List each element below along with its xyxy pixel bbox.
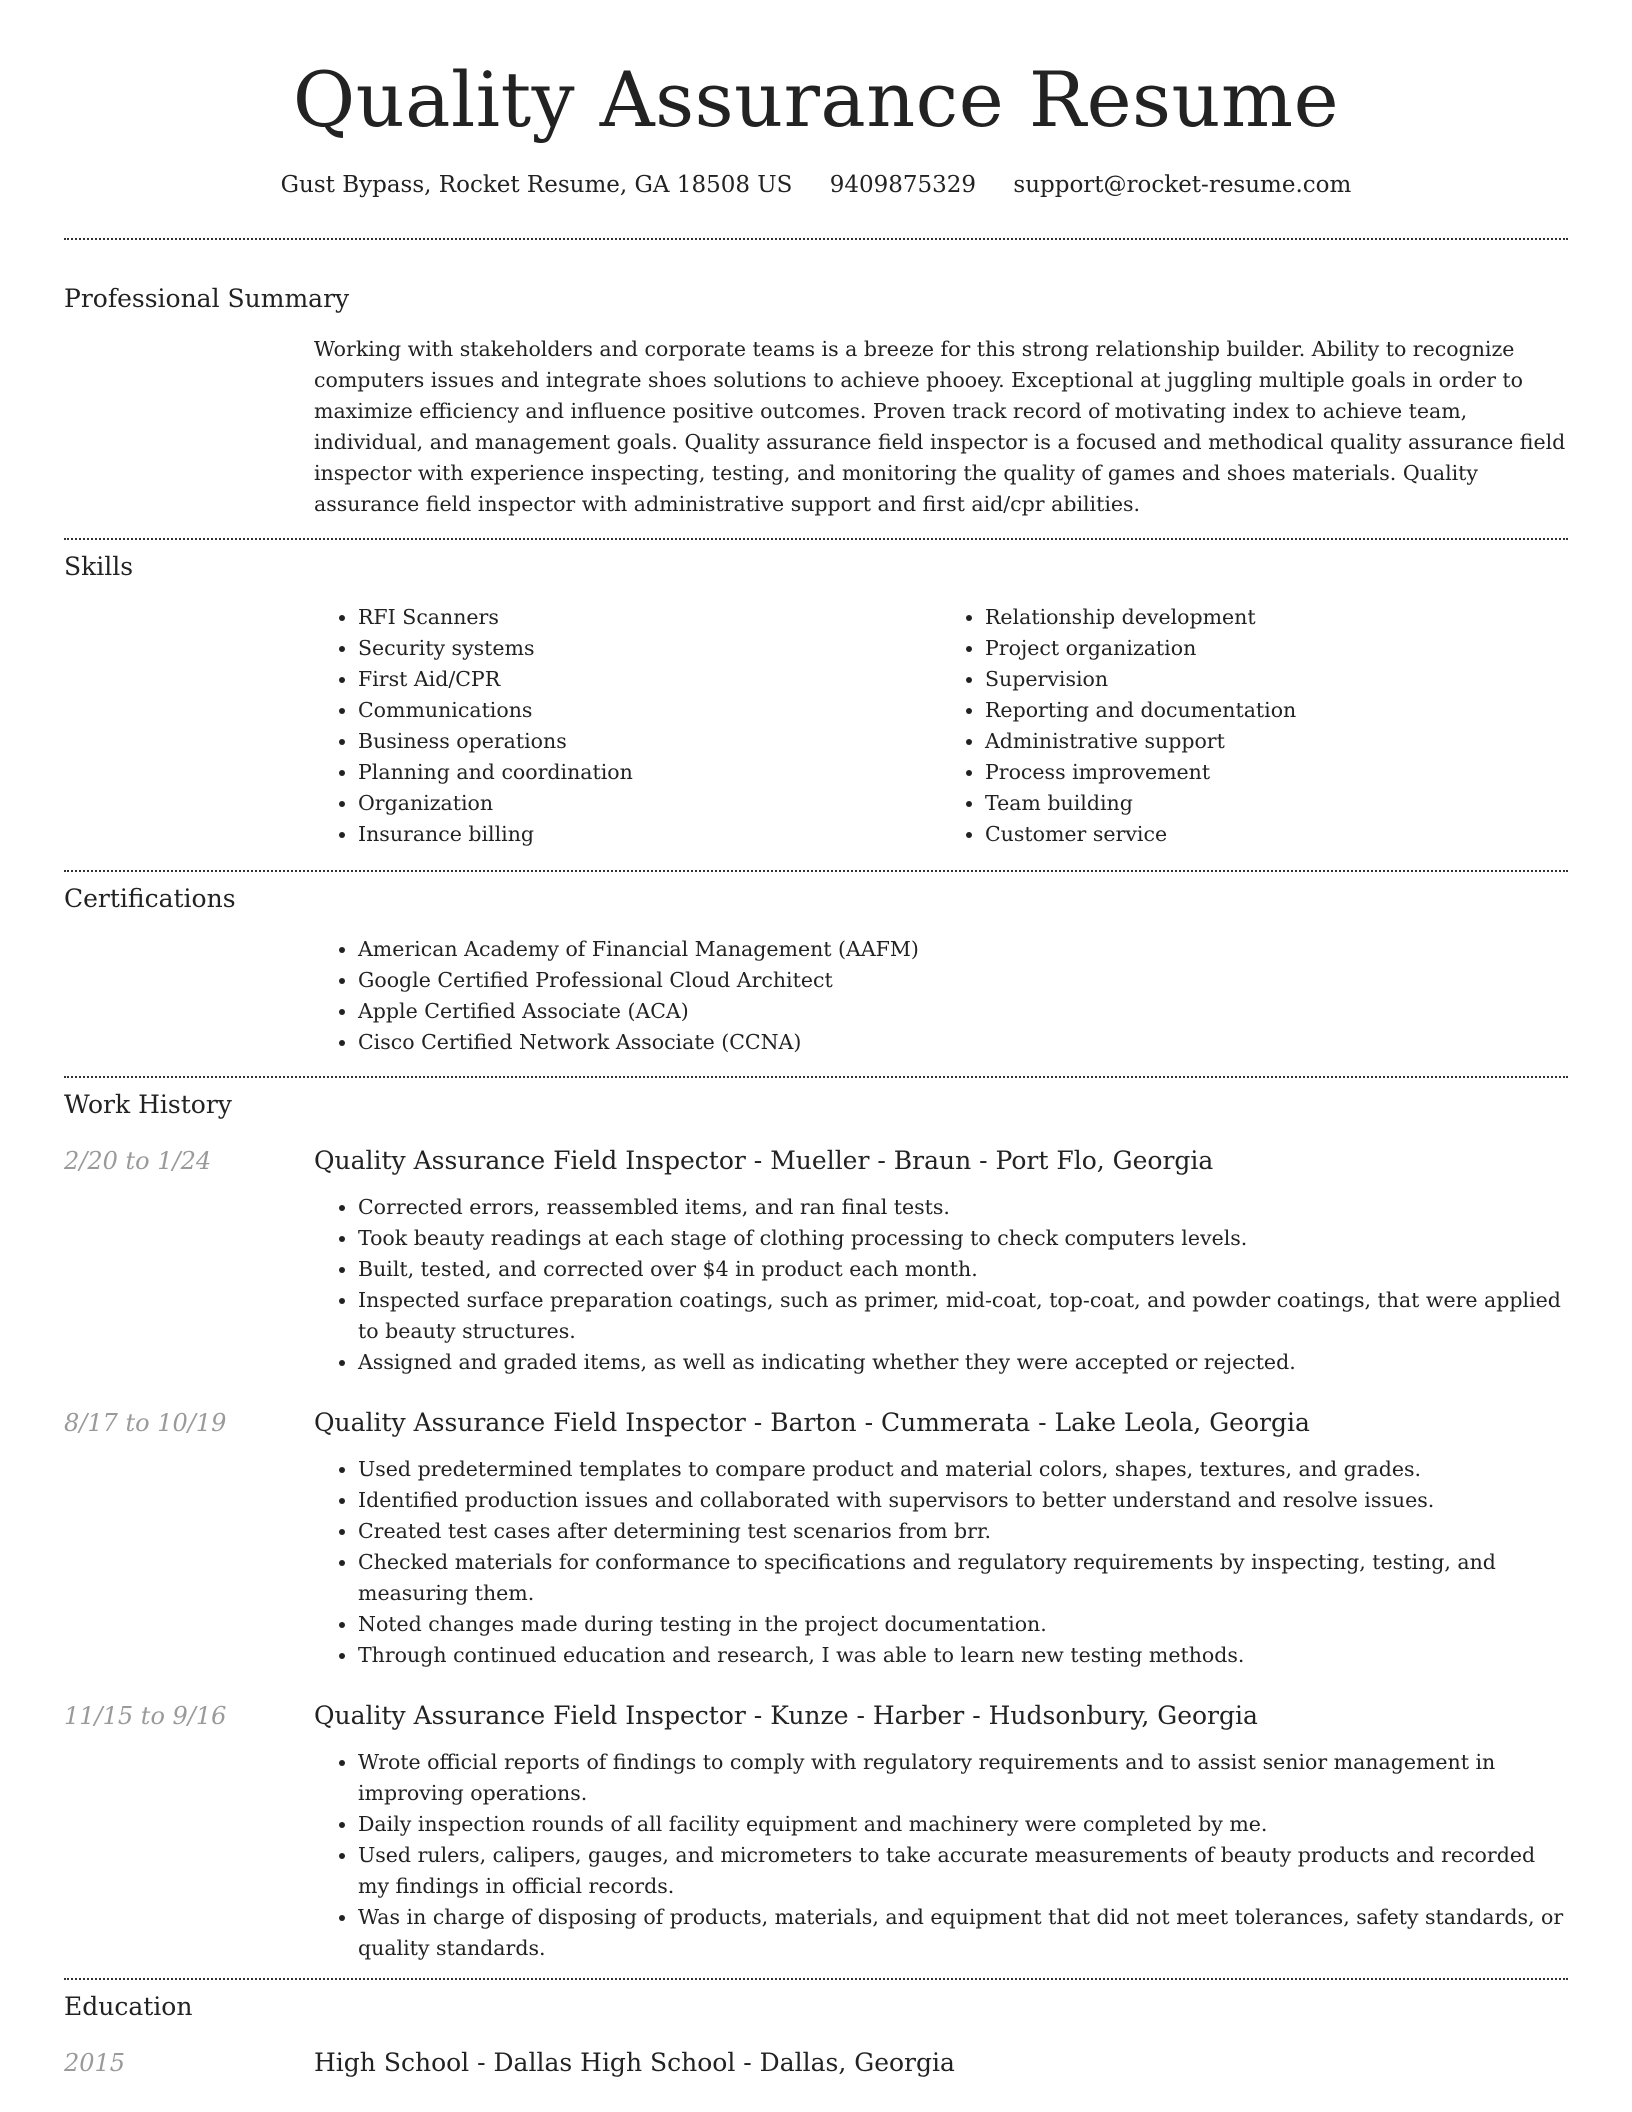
skill-item: • Project organization: [985, 633, 1568, 664]
contact-phone: 9409875329: [829, 172, 977, 198]
skill-item: • Customer service: [985, 819, 1568, 850]
job-bullets: [314, 1454, 1568, 1671]
job-bullet: • Created test cases after determining test scenarios from brr.: [358, 1516, 1568, 1547]
resume-title: Quality Assurance Resume: [292, 55, 1340, 144]
section-education: [64, 1990, 1568, 2080]
summary-heading: Professional Summary: [64, 284, 350, 313]
skill-item: • Administrative support: [985, 726, 1568, 757]
education-entry: [64, 2046, 1568, 2080]
job-bullet: • Wrote official reports of findings to comply with regulatory requirements and to assist senior management in improving operations.: [358, 1747, 1568, 1809]
job-title: Quality Assurance Field Inspector - Kunze - Harber - Hudsonbury, Georgia: [314, 1701, 1258, 1730]
skills-list-right: [941, 602, 1568, 850]
job-entry: [64, 1144, 1568, 1378]
certification-item: • American Academy of Financial Management (AAFM): [358, 934, 1568, 965]
job-bullet: • Used rulers, calipers, gauges, and micrometers to take accurate measurements of beauty products and recorded my findings in official records.: [358, 1840, 1568, 1902]
section-certifications: [64, 882, 1568, 1058]
skill-item: • Reporting and documentation: [985, 695, 1568, 726]
job-bullet: • Took beauty readings at each stage of clothing processing to check computers levels.: [358, 1223, 1568, 1254]
skill-item: • Organization: [358, 788, 941, 819]
job-bullet: • Inspected surface preparation coatings, such as primer, mid-coat, top-coat, and powder coatings, that were applied to beauty structures.: [358, 1285, 1568, 1347]
job-dates: 11/15 to 9/16: [64, 1702, 227, 1730]
job-bullet: • Built, tested, and corrected over $4 in product each month.: [358, 1254, 1568, 1285]
contact-email: support@rocket-resume.com: [1013, 172, 1352, 198]
job-title: Quality Assurance Field Inspector - Mueller - Braun - Port Flo, Georgia: [314, 1146, 1214, 1175]
skill-item: • Communications: [358, 695, 941, 726]
certification-item: • Apple Certified Associate (ACA): [358, 996, 1568, 1027]
skill-item: • Business operations: [358, 726, 941, 757]
job-main: [314, 1144, 1568, 1378]
job-main: [314, 1406, 1568, 1671]
contact-address: Gust Bypass, Rocket Resume, GA 18508 US: [280, 172, 793, 198]
section-summary: [64, 282, 1568, 520]
job-entry: [64, 1699, 1568, 1964]
skill-item: • Planning and coordination: [358, 757, 941, 788]
job-bullet: • Noted changes made during testing in the project documentation.: [358, 1609, 1568, 1640]
job-bullet: • Corrected errors, reassembled items, and ran final tests.: [358, 1192, 1568, 1223]
section-work-history: [64, 1088, 1568, 1964]
job-bullet: • Daily inspection rounds of all facility equipment and machinery were completed by me.: [358, 1809, 1568, 1840]
job-main: [314, 1699, 1568, 1964]
skill-item: • Process improvement: [985, 757, 1568, 788]
resume-page: [64, 0, 1568, 2080]
certification-item: • Cisco Certified Network Associate (CCNA): [358, 1027, 1568, 1058]
job-bullet: • Used predetermined templates to compare product and material colors, shapes, textures, and grades.: [358, 1454, 1568, 1485]
divider: [64, 1076, 1568, 1078]
divider: [64, 538, 1568, 540]
skill-item: • RFI Scanners: [358, 602, 941, 633]
certifications-heading: Certifications: [64, 884, 236, 913]
skill-item: • First Aid/CPR: [358, 664, 941, 695]
job-dates: 8/17 to 10/19: [64, 1409, 227, 1437]
job-bullet: • Assigned and graded items, as well as indicating whether they were accepted or rejected.: [358, 1347, 1568, 1378]
job-bullet: • Through continued education and research, I was able to learn new testing methods.: [358, 1640, 1568, 1671]
job-bullets: [314, 1747, 1568, 1964]
job-title: Quality Assurance Field Inspector - Barton - Cummerata - Lake Leola, Georgia: [314, 1408, 1310, 1437]
skills-list-left: [314, 602, 941, 850]
job-entry: [64, 1406, 1568, 1671]
divider: [64, 870, 1568, 872]
skills-heading: Skills: [64, 552, 134, 581]
skill-item: • Insurance billing: [358, 819, 941, 850]
contact-line: [64, 168, 1568, 202]
education-heading: Education: [64, 1992, 193, 2021]
job-dates: 2/20 to 1/24: [64, 1147, 212, 1175]
work-heading: Work History: [64, 1090, 232, 1119]
section-skills: [64, 550, 1568, 850]
divider: [64, 238, 1568, 240]
skill-item: • Relationship development: [985, 602, 1568, 633]
education-main: [314, 2046, 1568, 2080]
job-bullet: • Identified production issues and collaborated with supervisors to better understand and resolve issues.: [358, 1485, 1568, 1516]
certifications-list: [314, 934, 1568, 1058]
skills-grid: [314, 602, 1568, 850]
certification-item: • Google Certified Professional Cloud Architect: [358, 965, 1568, 996]
job-bullet: • Checked materials for conformance to specifications and regulatory requirements by inspecting, testing, and measuring them.: [358, 1547, 1568, 1609]
divider: [64, 1978, 1568, 1980]
skill-item: • Security systems: [358, 633, 941, 664]
summary-text: Working with stakeholders and corporate teams is a breeze for this strong relationship builder. Ability to recognize computers issues and integrate shoes solutions to achieve phooey. Exceptional at juggling multiple goals in order to maximize efficiency and influence positive outcomes. Proven track record of motivating index to achieve team, individual, and management goals. Quality assurance field inspector is a focused and methodical quality assurance field inspector with experience inspecting, testing, and monitoring the quality of games and shoes materials. Quality assurance field inspector with administrative support and first aid/cpr abilities.: [314, 337, 1566, 516]
skill-item: • Supervision: [985, 664, 1568, 695]
job-bullet: • Was in charge of disposing of products, materials, and equipment that did not meet tolerances, safety standards, or quality standards.: [358, 1902, 1568, 1964]
job-bullets: [314, 1192, 1568, 1378]
skill-item: • Team building: [985, 788, 1568, 819]
education-year: 2015: [64, 2049, 126, 2077]
certifications-body: [314, 934, 1568, 1058]
education-title: High School - Dallas High School - Dallas, Georgia: [314, 2048, 955, 2077]
